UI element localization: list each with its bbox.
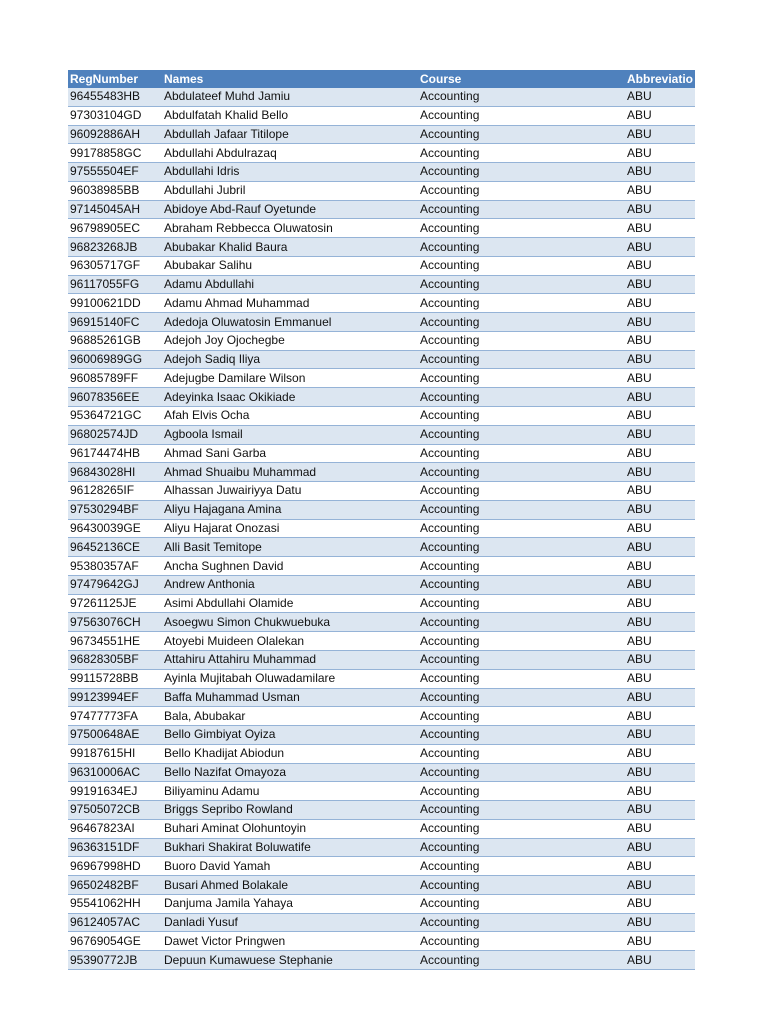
cell-regnumber: 96915140FC [68,313,162,332]
cell-abbreviation: ABU [625,744,695,763]
cell-abbreviation: ABU [625,444,695,463]
cell-regnumber: 95541062HH [68,894,162,913]
cell-course: Accounting [418,650,625,669]
cell-abbreviation: ABU [625,369,695,388]
cell-course: Accounting [418,275,625,294]
cell-regnumber: 99187615HI [68,744,162,763]
cell-regnumber: 97555504EF [68,163,162,182]
cell-course: Accounting [418,125,625,144]
table-row [68,181,695,200]
cell-abbreviation: ABU [625,463,695,482]
table-row [68,369,695,388]
cell-name: Briggs Sepribo Rowland [162,801,418,820]
cell-regnumber: 96117055FG [68,275,162,294]
table-row [68,857,695,876]
cell-course: Accounting [418,894,625,913]
cell-course: Accounting [418,744,625,763]
table-row [68,913,695,932]
cell-course: Accounting [418,144,625,163]
table-row [68,444,695,463]
table-row [68,894,695,913]
cell-name: Ahmad Sani Garba [162,444,418,463]
table-row [68,238,695,257]
cell-name: Ancha Sughnen David [162,557,418,576]
cell-course: Accounting [418,801,625,820]
table-header [68,70,695,88]
cell-course: Accounting [418,557,625,576]
table-row [68,106,695,125]
cell-regnumber: 96455483HB [68,88,162,106]
cell-course: Accounting [418,181,625,200]
table-row [68,632,695,651]
cell-abbreviation: ABU [625,200,695,219]
table-row [68,425,695,444]
cell-abbreviation: ABU [625,669,695,688]
table-row [68,707,695,726]
cell-name: Agboola Ismail [162,425,418,444]
cell-name: Ayinla Mujitabah Oluwadamilare [162,669,418,688]
table-row [68,876,695,895]
cell-regnumber: 96078356EE [68,388,162,407]
cell-abbreviation: ABU [625,163,695,182]
cell-name: Abidoye Abd-Rauf Oyetunde [162,200,418,219]
cell-abbreviation: ABU [625,144,695,163]
cell-name: Adamu Ahmad Muhammad [162,294,418,313]
cell-abbreviation: ABU [625,876,695,895]
cell-regnumber: 96798905EC [68,219,162,238]
table-row [68,744,695,763]
cell-regnumber: 96128265IF [68,482,162,501]
table-row [68,819,695,838]
cell-course: Accounting [418,219,625,238]
cell-name: Abraham Rebbecca Oluwatosin [162,219,418,238]
cell-abbreviation: ABU [625,125,695,144]
cell-regnumber: 96124057AC [68,913,162,932]
cell-regnumber: 96430039GE [68,519,162,538]
cell-name: Abdullah Jafaar Titilope [162,125,418,144]
cell-name: Abdullahi Idris [162,163,418,182]
cell-name: Alli Basit Temitope [162,538,418,557]
cell-name: Depuun Kumawuese Stephanie [162,951,418,970]
cell-name: Atoyebi Muideen Olalekan [162,632,418,651]
cell-regnumber: 99191634EJ [68,782,162,801]
table-row [68,951,695,970]
table-row [68,575,695,594]
cell-course: Accounting [418,876,625,895]
cell-abbreviation: ABU [625,613,695,632]
cell-course: Accounting [418,294,625,313]
cell-abbreviation: ABU [625,219,695,238]
cell-abbreviation: ABU [625,557,695,576]
table-row [68,463,695,482]
cell-course: Accounting [418,331,625,350]
cell-name: Bukhari Shakirat Boluwatife [162,838,418,857]
cell-abbreviation: ABU [625,425,695,444]
cell-regnumber: 96174474HB [68,444,162,463]
cell-abbreviation: ABU [625,632,695,651]
cell-regnumber: 97530294BF [68,500,162,519]
cell-regnumber: 99178858GC [68,144,162,163]
cell-abbreviation: ABU [625,388,695,407]
cell-name: Ahmad Shuaibu Muhammad [162,463,418,482]
cell-name: Danjuma Jamila Yahaya [162,894,418,913]
cell-abbreviation: ABU [625,106,695,125]
cell-course: Accounting [418,707,625,726]
cell-regnumber: 96452136CE [68,538,162,557]
cell-regnumber: 95380357AF [68,557,162,576]
cell-name: Busari Ahmed Bolakale [162,876,418,895]
table-body [68,88,695,969]
cell-name: Adeyinka Isaac Okikiade [162,388,418,407]
table-row [68,763,695,782]
cell-abbreviation: ABU [625,482,695,501]
cell-regnumber: 97261125JE [68,594,162,613]
cell-regnumber: 96092886AH [68,125,162,144]
cell-abbreviation: ABU [625,519,695,538]
cell-abbreviation: ABU [625,782,695,801]
cell-course: Accounting [418,407,625,426]
cell-name: Alhassan Juwairiyya Datu [162,482,418,501]
cell-name: Bala, Abubakar [162,707,418,726]
cell-course: Accounting [418,350,625,369]
header-row [68,70,695,88]
cell-name: Adejugbe Damilare Wilson [162,369,418,388]
cell-course: Accounting [418,482,625,501]
cell-regnumber: 97477773FA [68,707,162,726]
cell-course: Accounting [418,632,625,651]
cell-name: Afah Elvis Ocha [162,407,418,426]
table-row [68,219,695,238]
cell-abbreviation: ABU [625,181,695,200]
cell-regnumber: 96769054GE [68,932,162,951]
cell-course: Accounting [418,106,625,125]
cell-regnumber: 97145045AH [68,200,162,219]
cell-name: Baffa Muhammad Usman [162,688,418,707]
cell-course: Accounting [418,913,625,932]
header-names: Names [162,70,418,88]
cell-course: Accounting [418,669,625,688]
table-row [68,726,695,745]
table-row [68,594,695,613]
cell-abbreviation: ABU [625,575,695,594]
cell-name: Aliyu Hajagana Amina [162,500,418,519]
table-row [68,538,695,557]
cell-regnumber: 96885261GB [68,331,162,350]
table-row [68,482,695,501]
cell-course: Accounting [418,688,625,707]
cell-regnumber: 99123994EF [68,688,162,707]
table-row [68,932,695,951]
cell-name: Bello Khadijat Abiodun [162,744,418,763]
cell-course: Accounting [418,726,625,745]
cell-abbreviation: ABU [625,331,695,350]
cell-name: Abdulfatah Khalid Bello [162,106,418,125]
cell-course: Accounting [418,575,625,594]
cell-abbreviation: ABU [625,256,695,275]
table-row [68,650,695,669]
cell-regnumber: 96467823AI [68,819,162,838]
cell-course: Accounting [418,463,625,482]
cell-regnumber: 97505072CB [68,801,162,820]
cell-abbreviation: ABU [625,594,695,613]
table-row [68,294,695,313]
cell-abbreviation: ABU [625,538,695,557]
cell-regnumber: 96734551HE [68,632,162,651]
cell-name: Attahiru Attahiru Muhammad [162,650,418,669]
table-row [68,350,695,369]
cell-abbreviation: ABU [625,88,695,106]
table-row [68,331,695,350]
cell-regnumber: 97500648AE [68,726,162,745]
cell-regnumber: 96006989GG [68,350,162,369]
cell-name: Andrew Anthonia [162,575,418,594]
cell-regnumber: 96085789FF [68,369,162,388]
cell-course: Accounting [418,256,625,275]
table-row [68,388,695,407]
cell-name: Abubakar Khalid Baura [162,238,418,257]
header-course: Course [418,70,625,88]
cell-regnumber: 99115728BB [68,669,162,688]
cell-regnumber: 96038985BB [68,181,162,200]
cell-name: Asoegwu Simon Chukwuebuka [162,613,418,632]
cell-abbreviation: ABU [625,894,695,913]
cell-abbreviation: ABU [625,913,695,932]
cell-course: Accounting [418,951,625,970]
cell-abbreviation: ABU [625,951,695,970]
cell-name: Adamu Abdullahi [162,275,418,294]
cell-course: Accounting [418,782,625,801]
cell-name: Abdullahi Jubril [162,181,418,200]
cell-abbreviation: ABU [625,726,695,745]
cell-course: Accounting [418,313,625,332]
cell-regnumber: 99100621DD [68,294,162,313]
table-row [68,613,695,632]
cell-abbreviation: ABU [625,294,695,313]
table-row [68,801,695,820]
cell-abbreviation: ABU [625,275,695,294]
table-row [68,669,695,688]
cell-abbreviation: ABU [625,407,695,426]
cell-regnumber: 97563076CH [68,613,162,632]
cell-course: Accounting [418,444,625,463]
cell-name: Biliyaminu Adamu [162,782,418,801]
cell-regnumber: 96828305BF [68,650,162,669]
cell-regnumber: 95364721GC [68,407,162,426]
table-row [68,200,695,219]
cell-name: Asimi Abdullahi Olamide [162,594,418,613]
cell-name: Abdulateef Muhd Jamiu [162,88,418,106]
table-row [68,256,695,275]
cell-course: Accounting [418,200,625,219]
table-row [68,519,695,538]
cell-course: Accounting [418,388,625,407]
student-table [68,70,695,970]
cell-abbreviation: ABU [625,763,695,782]
cell-course: Accounting [418,88,625,106]
cell-name: Adedoja Oluwatosin Emmanuel [162,313,418,332]
cell-course: Accounting [418,932,625,951]
table-row [68,407,695,426]
cell-abbreviation: ABU [625,500,695,519]
cell-abbreviation: ABU [625,819,695,838]
cell-name: Bello Gimbiyat Oyiza [162,726,418,745]
cell-regnumber: 96823268JB [68,238,162,257]
cell-name: Abdullahi Abdulrazaq [162,144,418,163]
cell-name: Buhari Aminat Olohuntoyin [162,819,418,838]
cell-regnumber: 96502482BF [68,876,162,895]
cell-abbreviation: ABU [625,313,695,332]
table-row [68,125,695,144]
cell-course: Accounting [418,857,625,876]
table-row [68,782,695,801]
cell-course: Accounting [418,163,625,182]
cell-course: Accounting [418,369,625,388]
cell-regnumber: 96967998HD [68,857,162,876]
cell-course: Accounting [418,594,625,613]
cell-course: Accounting [418,500,625,519]
cell-course: Accounting [418,538,625,557]
cell-name: Bello Nazifat Omayoza [162,763,418,782]
cell-name: Buoro David Yamah [162,857,418,876]
cell-abbreviation: ABU [625,688,695,707]
cell-course: Accounting [418,763,625,782]
cell-course: Accounting [418,819,625,838]
cell-name: Dawet Victor Pringwen [162,932,418,951]
table-row [68,313,695,332]
cell-abbreviation: ABU [625,857,695,876]
table-row [68,275,695,294]
cell-name: Aliyu Hajarat Onozasi [162,519,418,538]
cell-regnumber: 95390772JB [68,951,162,970]
table-row [68,688,695,707]
student-table-container [68,70,695,970]
cell-regnumber: 96802574JD [68,425,162,444]
cell-regnumber: 97303104GD [68,106,162,125]
cell-course: Accounting [418,425,625,444]
table-row [68,500,695,519]
table-row [68,557,695,576]
cell-regnumber: 97479642GJ [68,575,162,594]
table-row [68,88,695,106]
cell-abbreviation: ABU [625,238,695,257]
cell-abbreviation: ABU [625,801,695,820]
cell-abbreviation: ABU [625,838,695,857]
cell-course: Accounting [418,613,625,632]
cell-abbreviation: ABU [625,350,695,369]
cell-regnumber: 96843028HI [68,463,162,482]
header-regnumber: RegNumber [68,70,162,88]
table-row [68,838,695,857]
cell-name: Abubakar Salihu [162,256,418,275]
cell-name: Adejoh Joy Ojochegbe [162,331,418,350]
cell-abbreviation: ABU [625,707,695,726]
table-row [68,144,695,163]
cell-name: Adejoh Sadiq Iliya [162,350,418,369]
cell-abbreviation: ABU [625,650,695,669]
header-abbreviation: Abbreviatio [627,72,694,86]
cell-abbreviation: ABU [625,932,695,951]
cell-name: Danladi Yusuf [162,913,418,932]
cell-course: Accounting [418,238,625,257]
cell-course: Accounting [418,519,625,538]
cell-regnumber: 96363151DF [68,838,162,857]
cell-regnumber: 96305717GF [68,256,162,275]
cell-regnumber: 96310006AC [68,763,162,782]
cell-course: Accounting [418,838,625,857]
table-row [68,163,695,182]
